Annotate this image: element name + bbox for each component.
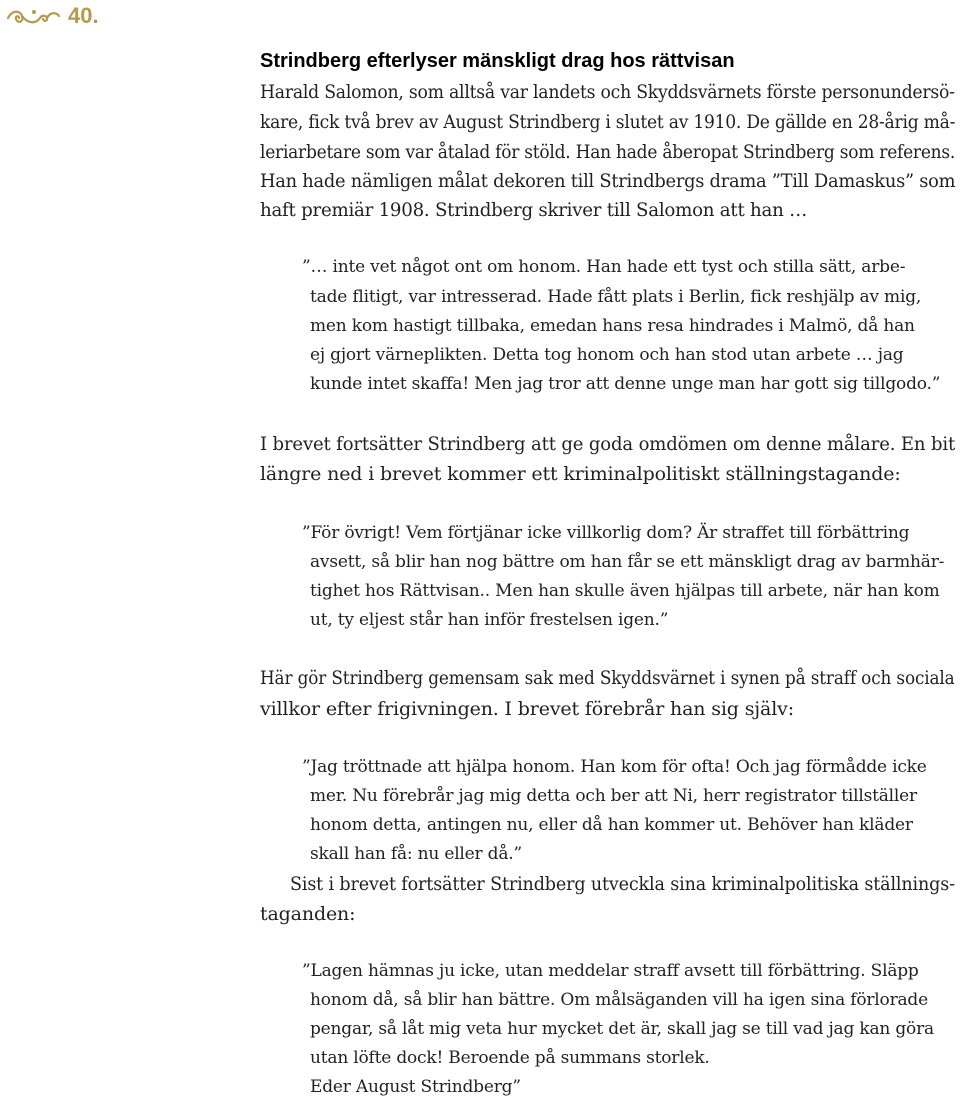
quote-line: honom då, så blir han bättre. Om målsäganden vill ha igen sina förlorade [310,990,928,1010]
quote-line: ej gjort värneplikten. Detta tog honom och han stod utan arbete … jag [310,345,904,365]
text-line: Sist i brevet fortsätter Strindberg utveckla sina kriminalpolitiska ställnings- [290,873,955,895]
quote-line: skall han få: nu eller då.” [310,844,522,864]
quote-line: tade flitigt, var intresserad. Hade fått plats i Berlin, fick reshjälp av mig, [310,287,922,307]
text-line: I brevet fortsätter Strindberg att ge goda omdömen om denne målare. En bit [260,433,956,455]
signature-line: Eder August Strindberg” [310,1077,521,1097]
text-line: villkor efter frigivningen. I brevet förebrår han sig själv: [260,698,794,720]
text-line: Här gör Strindberg gemensam sak med Skyddsvärnet i synen på straff och sociala [260,667,955,689]
article-heading: Strindberg efterlyser mänskligt drag hos rättvisan [260,50,735,72]
text-line: Harald Salomon, som alltså var landets och Skyddsvärnets förste personundersö- [260,82,955,103]
quote-line: ”… inte vet något ont om honom. Han hade ett tyst och stilla sätt, arbe- [302,257,906,277]
quote-line: ”Lagen hämnas ju icke, utan meddelar straff avsett till förbättring. Släpp [302,961,919,981]
quote-line: honom detta, antingen nu, eller då han kommer ut. Behöver han kläder [310,815,913,835]
text-line: haft premiär 1908. Strindberg skriver till Salomon att han … [260,200,808,221]
quote-line: avsett, så blir han nog bättre om han får se ett mänskligt drag av barmhär- [310,552,945,572]
quote-line: kunde intet skaffa! Men jag tror att denne unge man har gott sig tillgodo.” [310,374,941,394]
quote-line: ”För övrigt! Vem förtjänar icke villkorlig dom? Är straffet till förbättring [302,523,910,543]
text-line: Han hade nämligen målat dekoren till Strindbergs drama ”Till Damaskus” som [260,171,956,192]
quote-line: tighet hos Rättvisan.. Men han skulle även hjälpas till arbete, när han kom [310,581,940,601]
quote-line: ”Jag tröttnade att hjälpa honom. Han kom för ofta! Och jag förmådde icke [302,757,927,777]
text-line: längre ned i brevet kommer ett kriminalpolitiskt ställningstagande: [260,463,901,485]
text-line: leriarbetare som var åtalad för stöld. Han hade åberopat Strindberg som referens. [260,142,956,163]
text-line: kare, fick två brev av August Strindberg i slutet av 1910. De gällde en 28-årig må- [260,112,956,133]
quote-line: mer. Nu förebrår jag mig detta och ber att Ni, herr registrator tillställer [310,786,917,806]
page-number: 40. [68,3,99,28]
quote-line: pengar, så låt mig veta hur mycket det är, skall jag se till vad jag kan göra [310,1019,934,1039]
quote-line: ut, ty eljest står han inför frestelsen igen.” [310,610,669,630]
quote-line: men kom hastigt tillbaka, emedan hans resa hindrades i Malmö, då han [310,316,915,336]
flourish-ornament-icon [6,6,62,28]
quote-line: utan löfte dock! Beroende på summans storlek. [310,1048,710,1068]
text-line: taganden: [260,903,356,925]
